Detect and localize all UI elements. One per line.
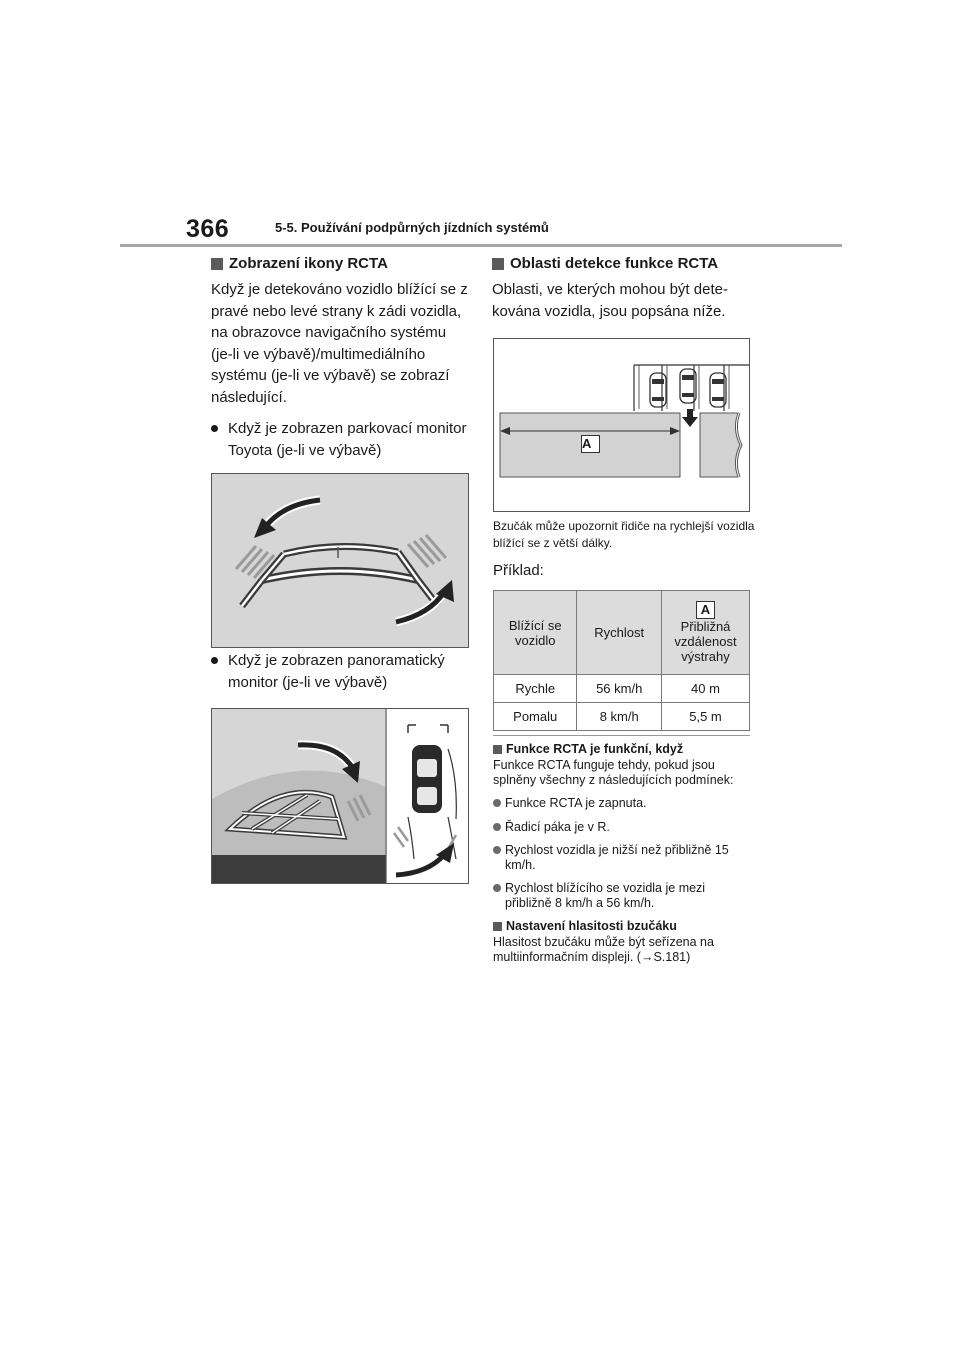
example-label: Příklad: [493, 562, 544, 579]
caption-block [493, 518, 755, 579]
header-a-label: A [696, 601, 715, 619]
buzzer-caption: Bzučák může upozornit řidiče na rychlejší vozidla blížící se z větší dálky. [493, 519, 755, 550]
area-a-label: A [581, 435, 600, 453]
table-row: Pomalu 8 km/h 5,5 m [494, 703, 750, 731]
header-distance: A Přibližná vzdálenost výstrahy [662, 591, 750, 675]
rcta-distance-table [493, 590, 750, 731]
buzzer-volume-heading: Nastavení hlasitosti bzučáku [493, 919, 750, 933]
bullet-dot-icon [493, 823, 501, 831]
table-header-row [494, 591, 750, 675]
condition-item: Funkce RCTA je zapnuta. [493, 796, 750, 811]
section-rule [493, 735, 750, 736]
rcta-icon-paragraph: Když je detekováno vozidlo blížící se z pravé nebo levé strany k zádi vozidla, na obrazovce navigačního systému (je-li ve výbavě)/multimediálního systému (je-li ve výbavě) se zobrazí následující. [211, 281, 468, 406]
bullet-dot-icon [211, 425, 218, 432]
condition-item: Rychlost vozidla je nižší než přibližně 15 km/h. [493, 843, 750, 872]
header-approaching-vehicle: Blížící se vozidlo [494, 591, 577, 675]
detection-area-heading: Oblasti detekce funkce RCTA [492, 255, 754, 272]
square-bullet-icon [211, 258, 223, 270]
parking-monitor-figure [211, 473, 469, 648]
right-column [492, 255, 754, 322]
square-bullet-icon [493, 922, 502, 931]
conditions-heading: Funkce RCTA je funkční, když [493, 742, 750, 756]
square-bullet-icon [493, 745, 502, 754]
rcta-icon-heading: Zobrazení ikony RCTA [211, 255, 471, 272]
left-column [211, 255, 471, 461]
detection-area-paragraph: Oblasti, ve kterých mohou být detekována vozidla, jsou popsána níže. [492, 281, 728, 320]
condition-item: Řadicí páka je v R. [493, 820, 750, 835]
bullet-dot-icon [493, 846, 501, 854]
left-column-bullet-2 [211, 650, 471, 693]
header-rule [120, 244, 842, 247]
conditions-section [493, 735, 750, 964]
parking-monitor-illustration [212, 474, 468, 647]
detection-area-illustration [494, 339, 749, 511]
conditions-paragraph: Funkce RCTA funguje tehdy, pokud jsou splněny všechny z následujících podmínek: [493, 758, 734, 787]
buzzer-volume-paragraph: Hlasitost bzučáku může být seřízena na multiinformačním displeji. (→S.181) [493, 935, 714, 964]
bullet-dot-icon [211, 657, 218, 664]
detection-area-diagram [493, 338, 750, 512]
bullet-dot-icon [493, 799, 501, 807]
square-bullet-icon [492, 258, 504, 270]
header-speed: Rychlost [577, 591, 662, 675]
panoramic-monitor-illustration [212, 709, 468, 883]
bullet-panoramic-monitor: Když je zobrazen panoramatický monitor (je-li ve výbavě) [211, 650, 471, 693]
condition-item: Rychlost blížícího se vozidla je mezi přibližně 8 km/h a 56 km/h. [493, 881, 750, 910]
bullet-dot-icon [493, 884, 501, 892]
panoramic-monitor-figure [211, 708, 469, 884]
table-row: Rychle 56 km/h 40 m [494, 675, 750, 703]
page-number: 366 [186, 215, 230, 243]
bullet-parking-monitor: Když je zobrazen parkovací monitor Toyota (je-li ve výbavě) [211, 418, 471, 461]
chapter-title: 5-5. Používání podpůrných jízdních systémů [275, 220, 549, 235]
